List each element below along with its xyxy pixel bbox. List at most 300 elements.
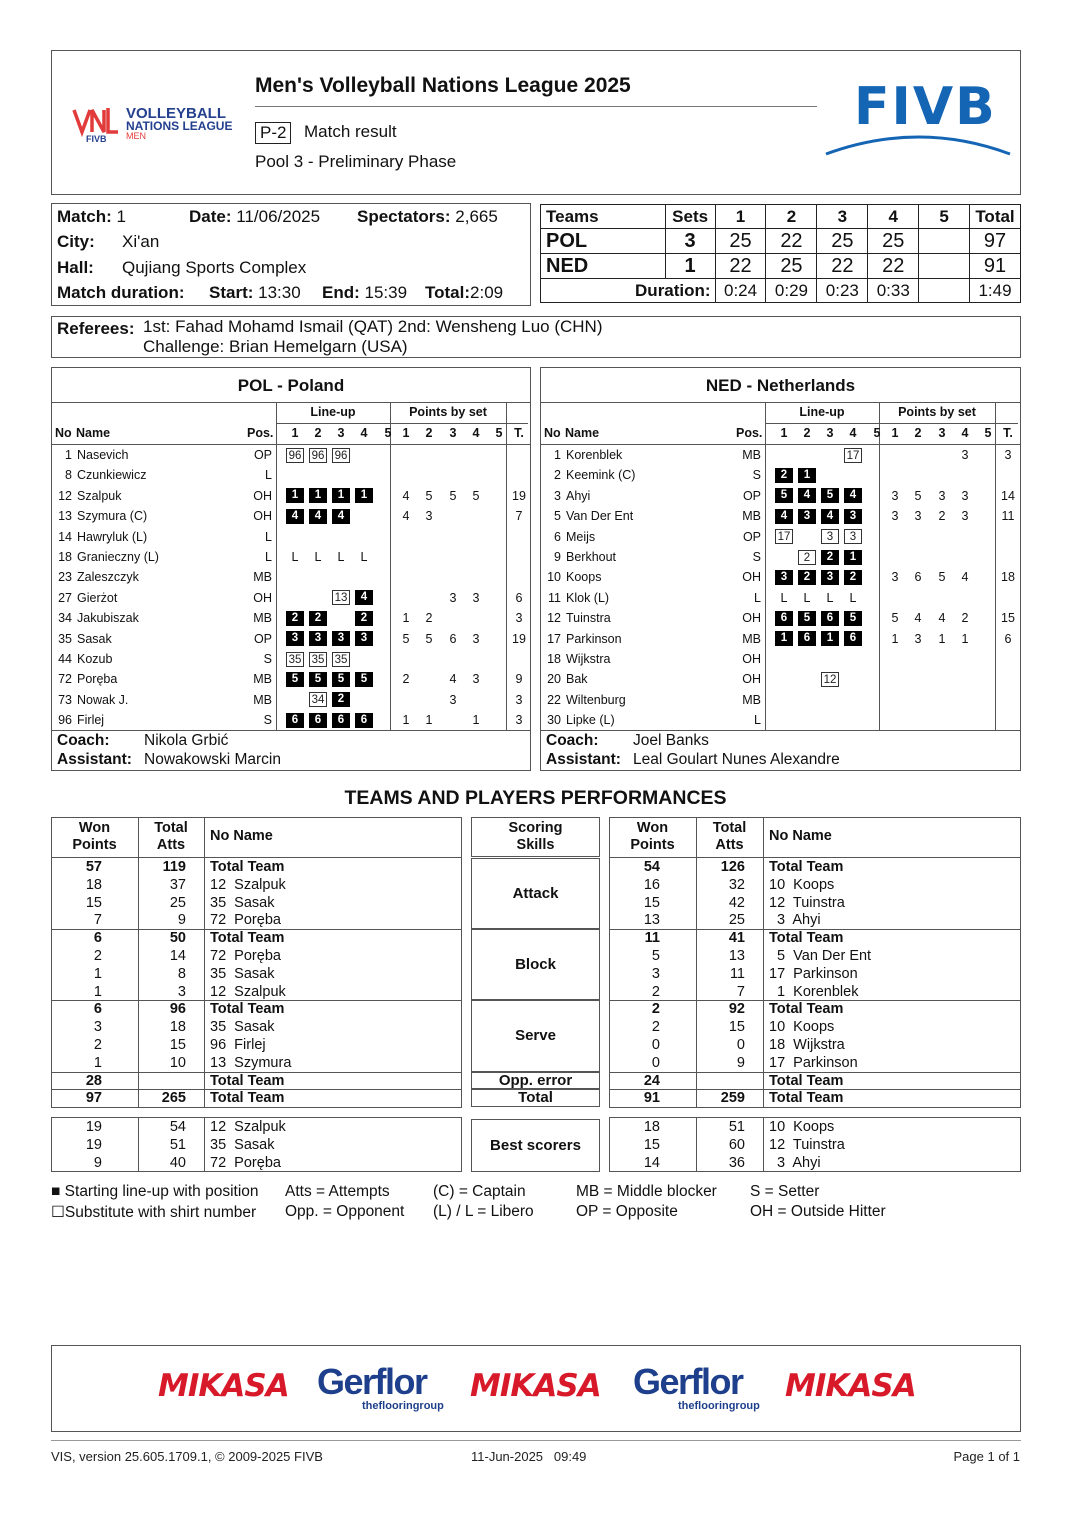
perf-row-won: 18 [85, 876, 102, 893]
perf-row-won: 1 [93, 983, 102, 1000]
footer-version: VIS, version 25.605.1709.1, © 2009-2025 FIVB [51, 1449, 323, 1464]
player-position: OP [253, 448, 272, 462]
lineup-start-position: 6 [332, 713, 350, 728]
lineup-start-position: 1 [775, 631, 793, 646]
lineup-start-position: 3 [844, 509, 862, 524]
set-duration: 0:29 [766, 279, 817, 303]
player-position: OH [253, 509, 272, 524]
match-date: 11/06/2025 [236, 207, 321, 226]
performance-title: TEAMS AND PLAYERS PERFORMANCES [344, 787, 727, 809]
lineup-start-position: 4 [844, 488, 862, 503]
points-by-set: 4 [961, 570, 969, 585]
perf-row-atts: 3 [177, 983, 186, 1000]
perf-row-won: 2 [93, 948, 102, 964]
perf-row-atts: 37 [169, 876, 186, 893]
lineup-substitute: 35 [332, 652, 350, 667]
gerflor-tagline: theflooringroup [678, 1400, 760, 1412]
perf-row-atts: 15 [728, 1019, 745, 1036]
player-total-points: 7 [515, 509, 523, 524]
player-number: 12 [547, 611, 561, 626]
won-points-header: Won [78, 820, 111, 836]
lineup-start-position: 3 [309, 631, 327, 646]
points-by-set: 3 [961, 448, 969, 462]
lineup-start-position: 4 [332, 509, 350, 524]
team-title: NED - Netherlands [541, 368, 1020, 403]
hall-value: Qujiang Sports Complex [122, 258, 307, 277]
skill-label: Total [518, 1089, 553, 1107]
lineup-start-position: 4 [286, 509, 304, 524]
total-time: 2:09 [470, 283, 504, 302]
vnl-logo-line1: VOLLEYBALL [126, 105, 226, 122]
player-number: 10 [547, 570, 561, 585]
mikasa-logo: MIKASA [158, 1368, 289, 1404]
points-by-set: 5 [425, 631, 433, 646]
spectators-label: Spectators: [357, 207, 451, 226]
set-score: 22 [766, 229, 817, 254]
lineup-start-position: 2 [844, 570, 862, 585]
player-total-points: 3 [515, 611, 523, 626]
col-divider [763, 817, 764, 1108]
player-name: Koops [566, 570, 602, 585]
assistant-name: Leal Goulart Nunes Alexandre [633, 751, 840, 768]
lineup-start-position: 5 [821, 488, 839, 503]
lineup-start-position: 5 [286, 672, 304, 687]
points-by-set: 3 [891, 570, 899, 585]
perf-row-won: 2 [651, 1019, 660, 1036]
lineup-libero: L [826, 590, 834, 605]
col-header-pos: Pos. [736, 426, 763, 440]
best-scorer-atts: 40 [169, 1154, 186, 1171]
player-name: Zaleszczyk [77, 570, 139, 585]
perf-row-won: 3 [651, 965, 660, 982]
lineup-start-position: 3 [355, 631, 373, 646]
perf-total-won: 97 [85, 1090, 102, 1107]
pbs-set-header: 3 [938, 426, 946, 440]
coach-label: Coach: [57, 732, 110, 749]
lineup-substitute: 3 [844, 529, 862, 544]
perf-row-won: 0 [651, 1037, 660, 1053]
lineup-libero: L [780, 590, 788, 605]
lineup-start-position: 6 [775, 611, 793, 626]
perf-row-atts: 25 [169, 894, 186, 911]
player-number: 9 [554, 550, 561, 564]
skill-label: Best scorers [490, 1137, 581, 1154]
points-by-set: 3 [449, 692, 457, 707]
player-position: OP [742, 488, 761, 503]
perf-row-atts: 9 [177, 912, 186, 929]
best-scorer-player: 35 Sasak [210, 1136, 275, 1153]
perf-row-player: Total Team [769, 859, 844, 875]
perf-row-atts: 92 [728, 1001, 745, 1018]
perf-opp-atts [696, 1072, 745, 1090]
section-rule [609, 1107, 1021, 1108]
player-total-points: 14 [1001, 488, 1015, 503]
perf-row-player: 10 Koops [769, 1019, 835, 1036]
referees-line2: Challenge: Brian Hemelgarn (USA) [143, 337, 408, 356]
points-by-set: 1 [425, 713, 433, 728]
player-name: Hawryluk (L) [77, 529, 148, 544]
player-position: OH [742, 672, 761, 687]
player-name: Nowak J. [77, 692, 129, 707]
player-position: MB [742, 692, 761, 707]
score-header-set5: 5 [919, 205, 970, 229]
perf-row-player: 72 Poręba [210, 912, 281, 929]
no-name-header: No Name [769, 828, 832, 844]
points-by-set: 4 [402, 488, 410, 503]
team-code-ned: NED [541, 254, 666, 279]
score-header-sets: Sets [665, 205, 715, 229]
legend-item: ☐Substitute with shirt number [51, 1204, 257, 1221]
lineup-start-position: 2 [775, 468, 793, 483]
points-by-set: 3 [472, 672, 480, 687]
perf-row-player: 13 Szymura [210, 1054, 292, 1071]
won-points-header: Points [72, 837, 117, 853]
points-by-set: 1 [472, 713, 480, 728]
lineup-set-header: 5 [873, 426, 881, 440]
player-name: Czunkiewicz [77, 468, 147, 483]
player-number: 27 [58, 590, 72, 605]
perf-row-player: 35 Sasak [210, 965, 275, 982]
perf-row-atts: 126 [720, 859, 745, 875]
lineup-start-position: 5 [775, 488, 793, 503]
col-header-name: Name [565, 426, 600, 440]
points-by-set: 5 [891, 611, 899, 626]
score-header-set1: 1 [715, 205, 766, 229]
legend-item: S = Setter [750, 1183, 820, 1200]
player-name: Parkinson [566, 631, 622, 646]
lineup-substitute: 13 [332, 590, 350, 605]
end-label: End: [322, 283, 360, 302]
points-by-set: 3 [472, 590, 480, 605]
perf-row-won: 1 [93, 965, 102, 982]
points-by-set: 6 [914, 570, 922, 585]
points-by-set: 4 [449, 672, 457, 687]
points-by-set: 1 [961, 631, 969, 646]
col-header-no: No [544, 426, 561, 440]
points-by-set: 2 [425, 611, 433, 626]
best-scorer-atts: 36 [728, 1154, 745, 1171]
start-time: 13:30 [258, 283, 301, 302]
lineup-start-position: 6 [286, 713, 304, 728]
player-name: Bak [566, 672, 588, 687]
player-number: 35 [58, 631, 72, 646]
lineup-substitute: 96 [309, 448, 327, 463]
player-total-points: 3 [1004, 448, 1012, 462]
perf-row-atts: 10 [169, 1054, 186, 1071]
points-by-set: 5 [425, 488, 433, 503]
best-scorer-won: 18 [643, 1119, 660, 1135]
lineup-start-position: 6 [309, 713, 327, 728]
section-rule [51, 1107, 462, 1108]
player-total-points: 11 [1001, 509, 1015, 524]
won-points-header: Won [636, 820, 669, 836]
player-position: MB [742, 509, 761, 524]
skill-label: Opp. error [498, 1071, 573, 1089]
lineup-start-position: 5 [355, 672, 373, 687]
points-by-set: 3 [449, 590, 457, 605]
player-name: Gierżot [77, 590, 118, 605]
set-score: 25 [766, 254, 817, 279]
col-divider [763, 1117, 764, 1172]
footer-page: Page 1 of 1 [953, 1449, 1020, 1464]
lineup-set-header: 3 [826, 426, 834, 440]
lineup-libero: L [314, 550, 322, 564]
perf-opp-won: 28 [85, 1072, 102, 1089]
pbs-set-header: 2 [914, 426, 922, 440]
player-name: Granieczny (L) [77, 550, 159, 564]
total-atts-header: Atts [156, 837, 186, 853]
lineup-start-position: 4 [821, 509, 839, 524]
points-by-set: 4 [938, 611, 946, 626]
pbs-set-header: 4 [961, 426, 969, 440]
perf-row-won: 0 [651, 1054, 660, 1071]
lineup-set-header: 1 [291, 426, 299, 440]
lineup-substitute: 96 [286, 448, 304, 463]
pbs-header: Points by set [898, 405, 976, 419]
perf-row-player: 12 Szalpuk [210, 983, 286, 1000]
lineup-header: Line-up [310, 405, 356, 419]
lineup-set-header: 2 [803, 426, 811, 440]
match-result-label: Match result [304, 122, 397, 141]
match-number: 1 [116, 207, 126, 226]
player-total-points: 3 [515, 692, 523, 707]
player-total-points: 3 [515, 713, 523, 728]
lineup-start-position: 3 [821, 570, 839, 585]
pbs-header: Points by set [409, 405, 487, 419]
lineup-start-position: 1 [821, 631, 839, 646]
player-total-points: 6 [1004, 631, 1012, 646]
perf-row-atts: 42 [728, 894, 745, 911]
lineup-start-position: 2 [332, 692, 350, 707]
total-duration: 1:49 [969, 279, 1020, 303]
player-name: Berkhout [566, 550, 617, 564]
legend-item: MB = Middle blocker [576, 1183, 717, 1200]
player-name: Van Der Ent [566, 509, 634, 524]
lineup-substitute: 3 [821, 529, 839, 544]
player-position: OP [253, 631, 272, 646]
player-number: 1 [554, 448, 561, 462]
city-label: City: [57, 232, 95, 251]
legend-item: OP = Opposite [576, 1203, 678, 1220]
lineup-start-position: 6 [355, 713, 373, 728]
player-number: 72 [58, 672, 72, 687]
best-scorer-won: 15 [643, 1136, 660, 1153]
points-by-set: 3 [961, 488, 969, 503]
points-by-set: 3 [425, 509, 433, 524]
match-code: P-2 [255, 122, 291, 144]
player-number: 73 [58, 692, 72, 707]
player-name: Nasevich [77, 448, 129, 462]
lineup-start-position: 6 [821, 611, 839, 626]
player-position: L [265, 468, 272, 483]
total-score-ned: 91 [969, 254, 1020, 279]
score-header-total: Total [969, 205, 1020, 229]
player-total-points: 6 [515, 590, 523, 605]
perf-row-player: 3 Ahyi [769, 912, 821, 929]
lineup-set-header: 5 [384, 426, 392, 440]
assistant-name: Nowakowski Marcin [144, 751, 281, 768]
col-header-total: T. [1003, 426, 1013, 440]
perf-row-atts: 41 [728, 930, 745, 947]
set-score: 22 [715, 254, 766, 279]
pbs-set-header: 4 [472, 426, 480, 440]
player-position: S [752, 468, 761, 483]
player-name: Tuinstra [566, 611, 611, 626]
player-position: MB [253, 672, 272, 687]
player-name: Poręba [77, 672, 118, 687]
perf-row-player: 35 Sasak [210, 894, 275, 911]
perf-row-player: 12 Szalpuk [210, 876, 286, 893]
scoring-skills-header: Scoring [508, 820, 563, 836]
perf-row-player: 5 Van Der Ent [769, 948, 872, 964]
pbs-set-header: 5 [495, 426, 503, 440]
coach-name: Nikola Grbić [144, 732, 229, 749]
lineup-start-position: 5 [844, 611, 862, 626]
perf-total-won: 91 [643, 1090, 660, 1107]
perf-row-atts: 11 [729, 965, 745, 982]
score-header-set4: 4 [868, 205, 919, 229]
lineup-substitute: 35 [309, 652, 327, 667]
player-number: 96 [58, 713, 72, 728]
footer-datetime: 11-Jun-2025 09:49 [471, 1449, 587, 1464]
perf-row-won: 6 [93, 930, 102, 947]
best-scorer-atts: 51 [728, 1119, 745, 1135]
lineup-start-position: 2 [355, 611, 373, 626]
assistant-label: Assistant: [546, 751, 621, 768]
player-number: 2 [554, 468, 561, 483]
lineup-start-position: 6 [798, 631, 816, 646]
perf-row-atts: 18 [169, 1019, 186, 1036]
lineup-substitute: 96 [332, 448, 350, 463]
player-name: Meijs [566, 529, 596, 544]
perf-row-won: 13 [643, 912, 660, 929]
lineup-start-position: 3 [286, 631, 304, 646]
lineup-substitute: 12 [821, 672, 839, 687]
perf-opp-won: 24 [643, 1072, 660, 1089]
lineup-set-header: 2 [314, 426, 322, 440]
points-by-set: 4 [914, 611, 922, 626]
perf-row-player: Total Team [769, 930, 844, 947]
set-score: 25 [715, 229, 766, 254]
skill-label: Attack [512, 884, 559, 902]
points-by-set: 3 [914, 509, 922, 524]
points-by-set: 5 [938, 570, 946, 585]
col-header-pos: Pos. [247, 426, 274, 440]
set-duration: 0:24 [715, 279, 766, 303]
perf-row-atts: 50 [169, 930, 186, 947]
player-name: Wiltenburg [566, 692, 626, 707]
player-position: S [752, 550, 761, 564]
footer-divider [51, 1440, 1021, 1441]
player-name: Kozub [77, 652, 113, 666]
points-by-set: 2 [961, 611, 969, 626]
end-time: 15:39 [364, 283, 408, 302]
svg-text:FIVB: FIVB [86, 134, 107, 144]
perf-row-player: 12 Tuinstra [769, 894, 845, 911]
player-position: S [263, 713, 272, 728]
points-by-set: 2 [402, 672, 410, 687]
player-name: Korenblek [566, 448, 623, 462]
points-by-set: 3 [938, 488, 946, 503]
perf-row-player: Total Team [210, 930, 285, 947]
lineup-start-position: 5 [798, 611, 816, 626]
legend-item: OH = Outside Hitter [750, 1203, 886, 1220]
lineup-substitute: 17 [775, 529, 793, 544]
lineup-start-position: 2 [798, 570, 816, 585]
points-by-set: 2 [938, 509, 946, 524]
perf-row-atts: 9 [736, 1054, 745, 1071]
start-label: Start: [209, 283, 254, 302]
total-atts-header: Total [154, 820, 188, 836]
lineup-start-position: 6 [844, 631, 862, 646]
player-name: Ahyi [566, 488, 591, 503]
lineup-set-header: 4 [360, 426, 368, 440]
lineup-start-position: 4 [355, 590, 373, 605]
set-duration: 0:33 [868, 279, 919, 303]
no-name-header: No Name [210, 828, 273, 844]
match-label: Match: [57, 207, 112, 226]
best-scorer-player: 12 Tuinstra [769, 1136, 845, 1153]
player-position: MB [742, 631, 761, 646]
lineup-set-header: 4 [849, 426, 857, 440]
perf-opp-player: Total Team [210, 1072, 285, 1089]
perf-row-won: 5 [651, 948, 660, 964]
lineup-set-header: 1 [780, 426, 788, 440]
lineup-libero: L [360, 550, 368, 564]
lineup-start-position: 4 [798, 488, 816, 503]
player-name: Lipke (L) [566, 713, 615, 728]
total-label: Total: [425, 283, 471, 302]
player-number: 3 [554, 488, 561, 503]
set-score: 22 [868, 254, 919, 279]
perf-row-won: 7 [93, 912, 102, 929]
points-by-set: 3 [472, 631, 480, 646]
lineup-start-position: 3 [332, 631, 350, 646]
perf-row-player: 18 Wijkstra [769, 1037, 845, 1053]
player-total-points: 15 [1001, 611, 1015, 626]
player-number: 20 [547, 672, 561, 687]
pbs-set-header: 1 [891, 426, 899, 440]
skill-label: Block [515, 955, 556, 973]
legend-item: (C) = Captain [433, 1183, 526, 1200]
lineup-start-position: 1 [355, 488, 373, 503]
player-name: Firlej [77, 713, 105, 728]
player-name: Wijkstra [566, 652, 611, 666]
legend-item: ■ Starting line-up with position [51, 1183, 259, 1200]
points-by-set: 5 [402, 631, 410, 646]
player-number: 6 [554, 529, 561, 544]
player-number: 34 [58, 611, 72, 626]
set-duration: 0:23 [817, 279, 868, 303]
gerflor-logo: Gerflor [317, 1361, 427, 1402]
lineup-start-position: 4 [775, 509, 793, 524]
best-scorer-player: 12 Szalpuk [210, 1119, 286, 1135]
player-total-points: 19 [512, 488, 526, 503]
pbs-set-header: 5 [984, 426, 992, 440]
player-position: OH [253, 590, 272, 605]
lineup-libero: L [849, 590, 857, 605]
lineup-start-position: 2 [821, 550, 839, 565]
lineup-substitute: 17 [844, 448, 862, 463]
scoring-skills-header: Skills [516, 837, 555, 853]
assistant-label: Assistant: [57, 751, 132, 768]
lineup-libero: L [291, 550, 299, 564]
sets-ned: 1 [665, 254, 715, 279]
player-number: 17 [547, 631, 561, 646]
player-total-points: 19 [512, 631, 526, 646]
score-header-set3: 3 [817, 205, 868, 229]
perf-total-atts: 259 [720, 1090, 745, 1107]
